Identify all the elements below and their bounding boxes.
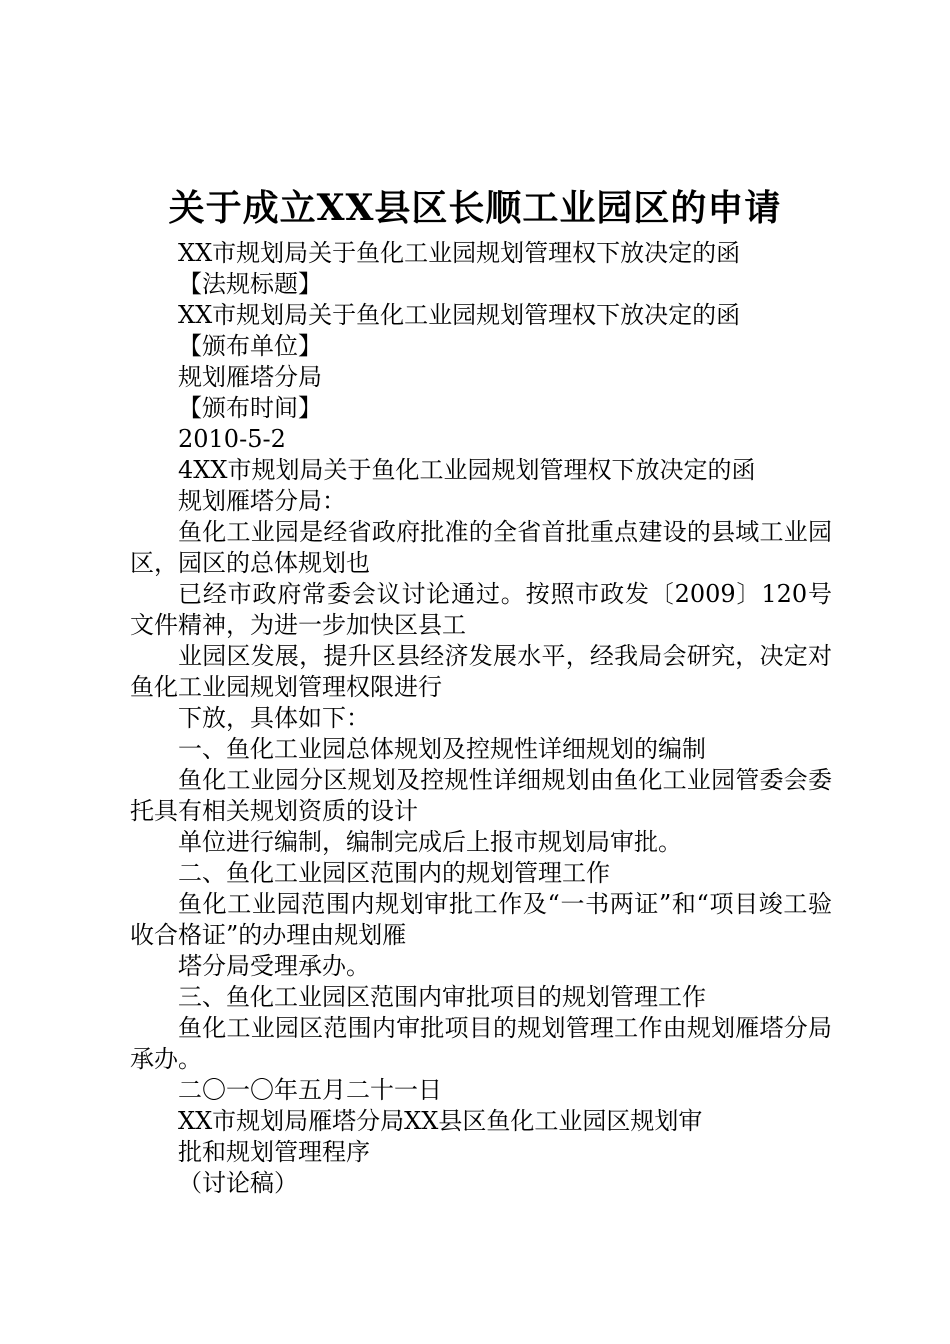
paragraph: 二〇一〇年五月二十一日: [178, 1076, 442, 1104]
document-body: [130, 238, 832, 1199]
paragraph: 鱼化工业园是经省政府批准的全省首批重点建设的县域工业园区，园区的总体规划也: [130, 518, 832, 577]
paragraph: （讨论稿）: [178, 1169, 298, 1197]
paragraph: XX市规划局关于鱼化工业园规划管理权下放决定的函: [178, 239, 741, 267]
paragraph: 2010-5-2: [178, 425, 286, 453]
paragraph: 鱼化工业园分区规划及控规性详细规划由鱼化工业园管委会委托具有相关规划资质的设计: [130, 766, 832, 825]
paragraph: 三、鱼化工业园区范围内审批项目的规划管理工作: [178, 983, 706, 1011]
paragraph: 4XX市规划局关于鱼化工业园规划管理权下放决定的函: [178, 456, 756, 484]
paragraph: 下放，具体如下：: [178, 704, 370, 732]
paragraph: 批和规划管理程序: [178, 1138, 370, 1166]
paragraph: 规划雁塔分局：: [178, 487, 346, 515]
paragraph: XX市规划局关于鱼化工业园规划管理权下放决定的函: [178, 301, 741, 329]
paragraph: 已经市政府常委会议讨论通过。按照市政发〔2009〕120号文件精神，为进一步加快区县工: [130, 580, 832, 639]
paragraph: 【颁布时间】: [178, 394, 322, 422]
paragraph: 【法规标题】: [178, 270, 322, 298]
paragraph: 业园区发展，提升区县经济发展水平，经我局会研究，决定对鱼化工业园规划管理权限进行: [130, 642, 832, 701]
paragraph: 规划雁塔分局: [178, 363, 322, 391]
paragraph: XX市规划局雁塔分局XX县区鱼化工业园区规划审: [178, 1107, 703, 1135]
paragraph: 【颁布单位】: [178, 332, 322, 360]
paragraph: 鱼化工业园区范围内审批项目的规划管理工作由规划雁塔分局承办。: [130, 1014, 832, 1073]
paragraph: 单位进行编制，编制完成后上报市规划局审批。: [178, 828, 682, 856]
document-title: 关于成立XX县区长顺工业园区的申请: [168, 187, 782, 229]
paragraph: 二、鱼化工业园区范围内的规划管理工作: [178, 859, 610, 887]
paragraph: 鱼化工业园范围内规划审批工作及“一书两证”和“项目竣工验收合格证”的办理由规划雁: [130, 890, 832, 949]
paragraph: 塔分局受理承办。: [178, 952, 370, 980]
paragraph: 一、鱼化工业园总体规划及控规性详细规划的编制: [178, 735, 706, 763]
